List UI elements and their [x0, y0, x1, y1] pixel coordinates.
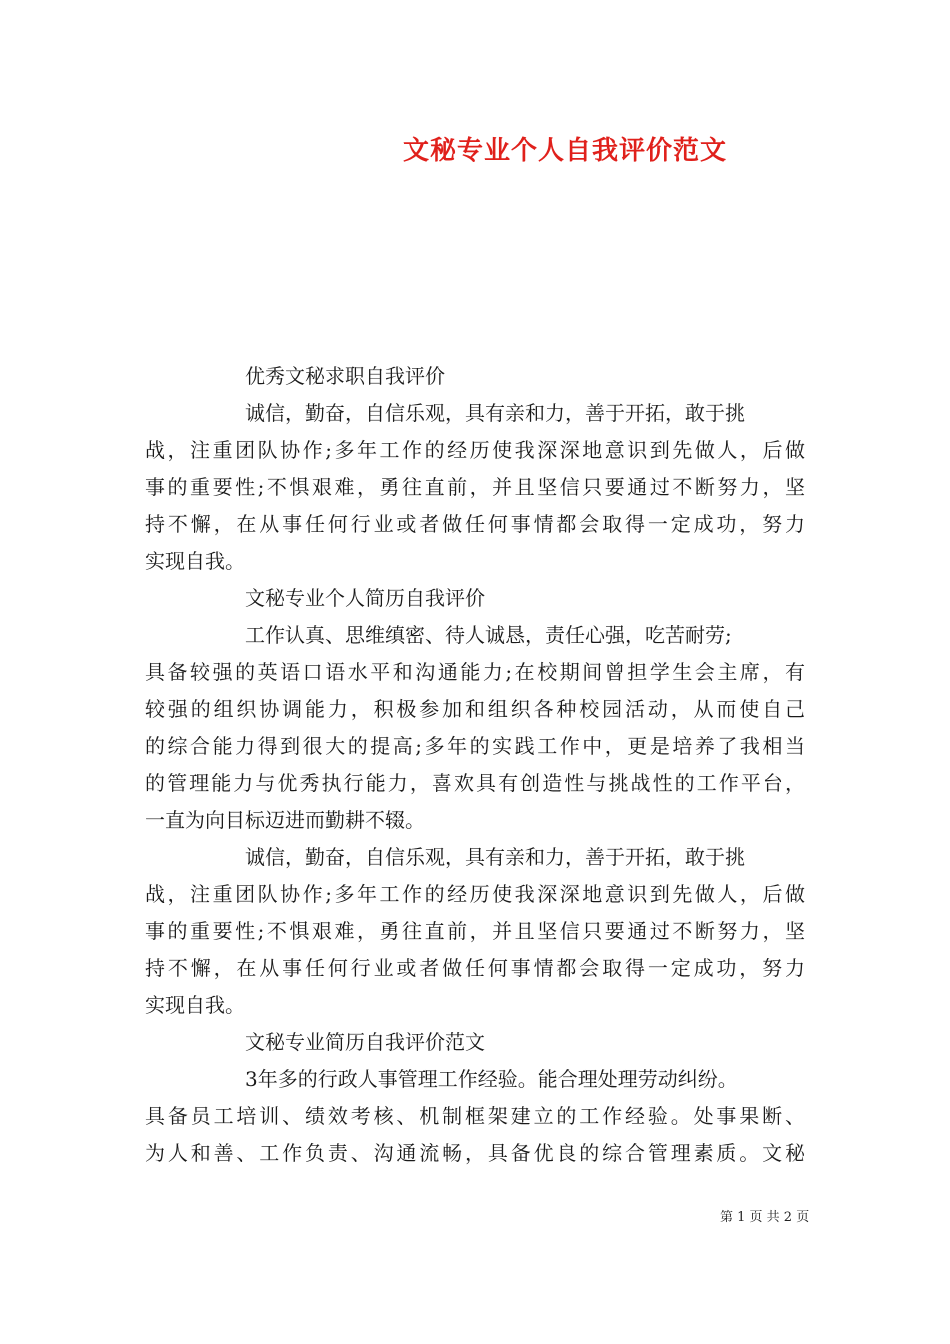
paragraph-line: 为人和善、工作负责、沟通流畅，具备优良的综合管理素质。文秘: [145, 1141, 805, 1165]
paragraph-line: 战，注重团队协作;多年工作的经历使我深深地意识到先做人，后做: [145, 438, 805, 462]
paragraph-line: 的管理能力与优秀执行能力，喜欢具有创造性与挑战性的工作平台，: [145, 771, 805, 795]
paragraph-line: 实现自我。: [145, 993, 245, 1017]
page-number-footer: 第 1 页 共 2 页: [720, 1210, 810, 1225]
paragraph-line: 持不懈，在从事任何行业或者做任何事情都会取得一定成功，努力: [145, 956, 805, 980]
paragraph-line: 具备较强的英语口语水平和沟通能力;在校期间曾担学生会主席，有: [145, 660, 805, 684]
paragraph-line: 的综合能力得到很大的提高;多年的实践工作中，更是培养了我相当: [145, 734, 805, 758]
paragraph-line: 持不懈，在从事任何行业或者做任何事情都会取得一定成功，努力: [145, 512, 805, 536]
paragraph-line: 一直为向目标迈进而勤耕不辍。: [145, 808, 425, 832]
paragraph-line: 事的重要性;不惧艰难，勇往直前，并且坚信只要通过不断努力，坚: [145, 919, 805, 943]
paragraph-line: 诚信，勤奋，自信乐观，具有亲和力，善于开拓，敢于挑: [245, 401, 745, 425]
paragraph-line: 具备员工培训、绩效考核、机制框架建立的工作经验。处事果断、: [145, 1104, 805, 1128]
paragraph-line: 诚信，勤奋，自信乐观，具有亲和力，善于开拓，敢于挑: [245, 845, 745, 869]
paragraph-line: 3年多的行政人事管理工作经验。能合理处理劳动纠纷。: [245, 1067, 738, 1091]
paragraph-line: 战，注重团队协作;多年工作的经历使我深深地意识到先做人，后做: [145, 882, 805, 906]
paragraph-line: 实现自我。: [145, 549, 245, 573]
paragraph-line: 事的重要性;不惧艰难，勇往直前，并且坚信只要通过不断努力，坚: [145, 475, 805, 499]
paragraph-line: 工作认真、思维缜密、待人诚恳，责任心强，吃苦耐劳;: [245, 623, 732, 647]
paragraph-line: 较强的组织协调能力，积极参加和组织各种校园活动，从而使自己: [145, 697, 805, 721]
section-heading: 优秀文秘求职自我评价: [245, 364, 445, 388]
document-title: 文秘专业个人自我评价范文: [402, 136, 727, 166]
section-heading: 文秘专业简历自我评价范文: [245, 1030, 485, 1054]
section-heading: 文秘专业个人简历自我评价: [245, 586, 485, 610]
